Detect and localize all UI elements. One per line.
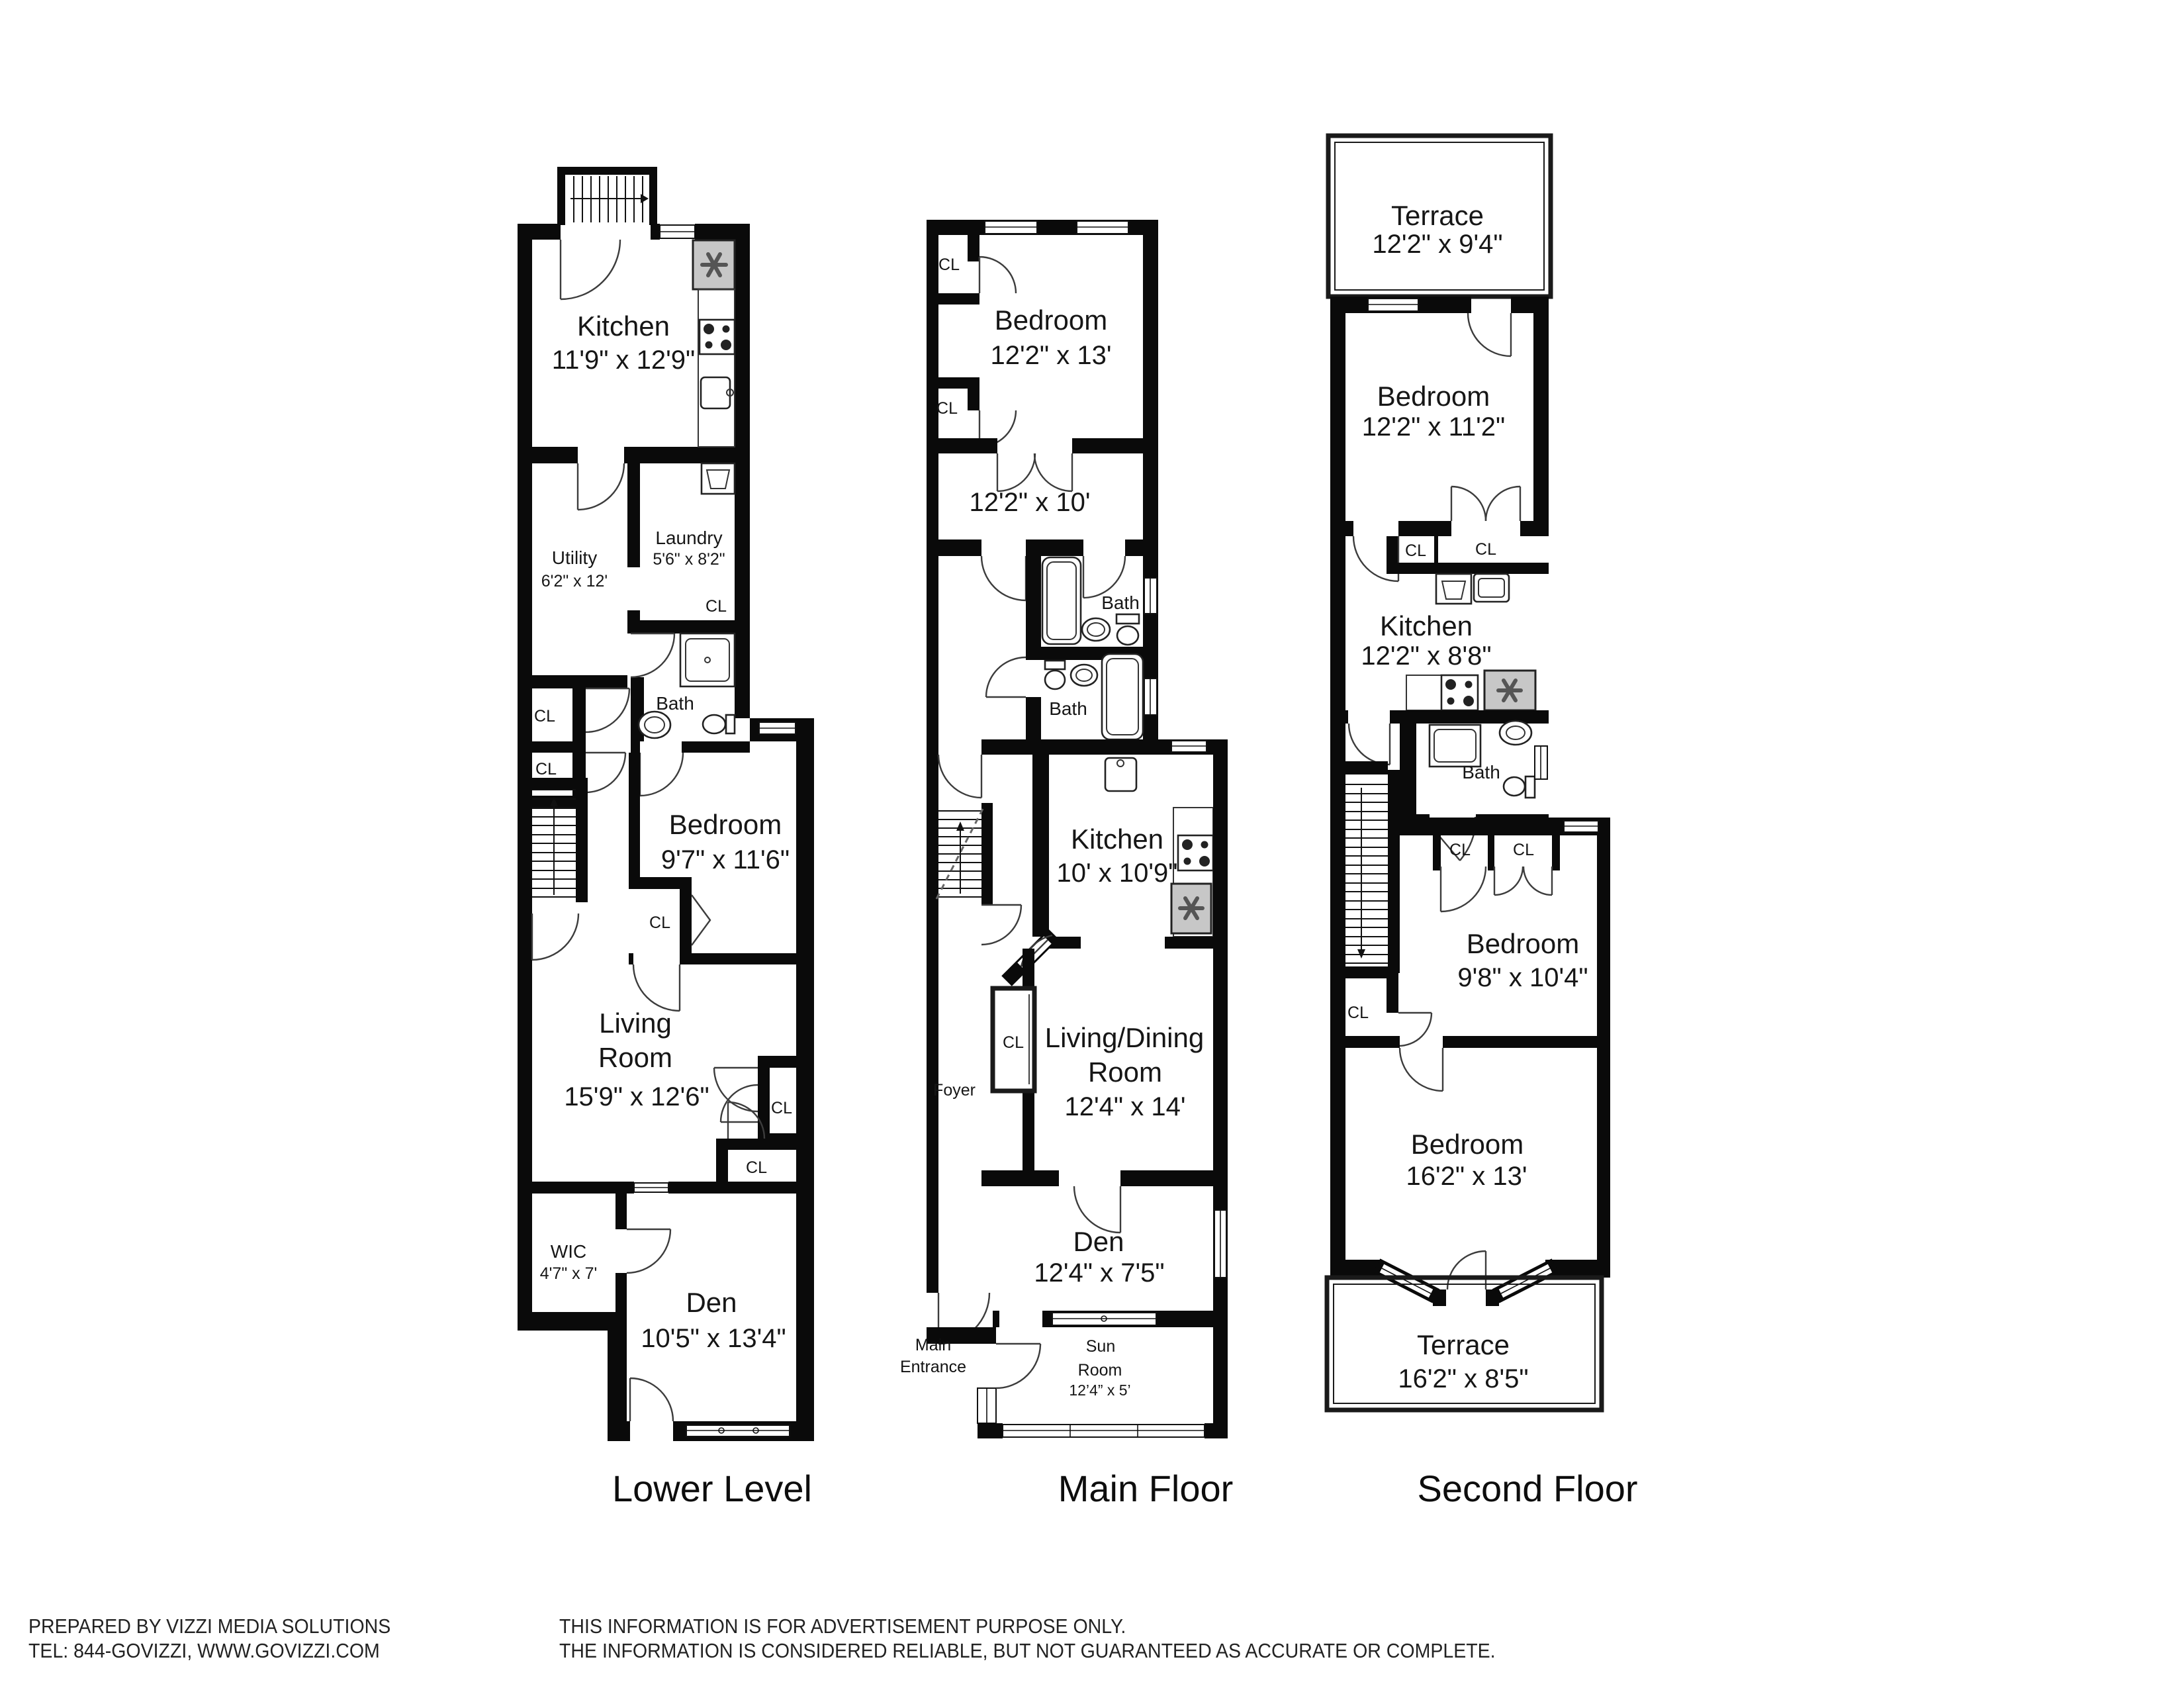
kitchen-sink-icon <box>1105 758 1136 791</box>
room-bath-upper: Bath <box>1101 592 1140 613</box>
fridge-icon <box>693 240 735 289</box>
closet-label: CL <box>1449 841 1471 859</box>
closet-label: CL <box>1003 1033 1024 1052</box>
room-livingdining-dims: 12'4" x 14' <box>1064 1092 1186 1121</box>
room-bath-name: Bath <box>656 693 694 714</box>
closet-label: CL <box>746 1158 767 1177</box>
room-bedroomlarge-name: Bedroom <box>1410 1129 1524 1160</box>
room-living-dims: 15'9" x 12'6" <box>564 1082 709 1111</box>
room-wic-name: WIC <box>550 1241 587 1262</box>
shower-icon <box>1430 725 1480 767</box>
toilet-icon <box>703 715 735 733</box>
laundry-icon <box>702 463 735 494</box>
closet-label: CL <box>649 914 670 932</box>
bath-sink-icon <box>1071 665 1097 686</box>
room-sunroom-name2: Room <box>1077 1361 1122 1380</box>
stove-icon <box>700 320 735 354</box>
toilet-icon <box>1045 661 1065 689</box>
room-terracetop-dims: 12'2" x 9'4" <box>1372 230 1503 259</box>
room-living-name1: Living <box>599 1008 672 1039</box>
room-middle-dims: 12'2" x 10' <box>969 488 1091 517</box>
room-bedroomtop-name: Bedroom <box>1377 381 1490 412</box>
room-laundry-name: Laundry <box>655 528 723 548</box>
title-main-floor: Main Floor <box>1058 1468 1234 1509</box>
closet-label: CL <box>1475 540 1496 559</box>
room-bedroom-name: Bedroom <box>994 305 1108 336</box>
disclaimer-note: THIS INFORMATION IS FOR ADVERTISEMENT PURPOSE ONLY. THE INFORMATION IS CONSIDERED RELIABLE, BUT NOT GUARANTEED AS ACCURATE OR COMPLETE. <box>559 1615 1496 1662</box>
bath-sink-icon <box>1082 618 1110 641</box>
room-bedroom-dims: 12'2" x 13' <box>990 341 1112 370</box>
room-bedroom-name: Bedroom <box>668 809 782 840</box>
shower-icon <box>680 633 735 686</box>
closet-label: CL <box>771 1099 792 1117</box>
room-bedroomtop-dims: 12'2" x 11'2" <box>1361 412 1506 442</box>
kitchen-sink-icon <box>701 377 733 408</box>
room-bedroomlarge-dims: 16'2" x 13' <box>1406 1162 1527 1191</box>
closet-label: CL <box>938 256 960 274</box>
room-kitchen-name: Kitchen <box>576 310 670 342</box>
room-kitchen-name: Kitchen <box>1379 610 1473 641</box>
room-den-name: Den <box>686 1287 737 1318</box>
toilet-icon <box>1504 776 1535 798</box>
title-lower-level: Lower Level <box>612 1468 812 1509</box>
prepared-by-note: PREPARED BY VIZZI MEDIA SOLUTIONS TEL: 844-GOVIZZI, WWW.GOVIZZI.COM <box>28 1615 391 1662</box>
room-kitchen-dims: 10' x 10'9" <box>1056 859 1178 888</box>
room-terracebottom-dims: 16'2" x 8'5" <box>1398 1364 1529 1393</box>
fridge-icon <box>1484 671 1535 710</box>
room-utility-name: Utility <box>551 547 598 568</box>
floorplan-lower-level <box>510 159 827 1450</box>
room-bath-name: Bath <box>1462 762 1500 782</box>
room-wic-dims: 4'7" x 7' <box>539 1264 598 1283</box>
room-bedroommid-name: Bedroom <box>1466 928 1580 959</box>
floorplan-second-floor <box>1324 126 1615 1423</box>
room-bath-lower: Bath <box>1049 698 1087 719</box>
room-sunroom-dims: 12’4” x 5’ <box>1069 1382 1131 1399</box>
closet-label: CL <box>1405 541 1426 560</box>
room-kitchen-dims: 11'9" x 12'9" <box>551 346 696 375</box>
room-kitchen-name: Kitchen <box>1070 823 1164 855</box>
bath-sink-icon <box>639 712 670 738</box>
closet-label: CL <box>1513 841 1534 859</box>
room-living-name2: Room <box>598 1042 673 1073</box>
room-sunroom-name1: Sun <box>1085 1337 1116 1356</box>
closet-label: CL <box>534 707 555 726</box>
room-terracebottom-name: Terrace <box>1416 1329 1510 1360</box>
toilet-icon <box>1116 614 1139 645</box>
stairs-entry-icon <box>557 167 657 225</box>
room-den-dims: 10'5" x 13'4" <box>641 1324 786 1353</box>
room-den-dims: 12'4" x 7'5" <box>1034 1258 1165 1288</box>
fridge-icon <box>1171 884 1211 933</box>
title-second-floor: Second Floor <box>1417 1468 1638 1509</box>
closet-label: CL <box>705 597 727 616</box>
room-utility-dims: 6'2" x 12' <box>541 572 608 590</box>
room-terracetop-name: Terrace <box>1390 200 1484 231</box>
stove-icon <box>1178 835 1213 870</box>
bath-sink-icon <box>1500 721 1531 745</box>
floorplan-main-floor <box>917 212 1234 1450</box>
closet-label: CL <box>936 399 958 418</box>
room-kitchen-dims: 12'2" x 8'8" <box>1361 641 1492 671</box>
bathtub-icon <box>1102 654 1143 739</box>
room-bedroom-dims: 9'7" x 11'6" <box>660 845 790 874</box>
room-bedroommid-dims: 9'8" x 10'4" <box>1457 963 1588 992</box>
kitchen-sink-icon <box>1474 574 1509 602</box>
bathtub-icon <box>1042 557 1081 644</box>
laundry-icon <box>1436 574 1471 604</box>
closet-label: CL <box>1347 1004 1369 1022</box>
room-livingdining-name2: Room <box>1087 1056 1163 1088</box>
main-entrance-label: Main Entrance <box>899 1336 967 1376</box>
room-livingdining-name1: Living/Dining <box>1044 1022 1205 1053</box>
room-den-name: Den <box>1073 1226 1124 1257</box>
stairs-icon <box>936 803 993 905</box>
room-foyer-name: Foyer <box>933 1081 976 1100</box>
room-laundry-dims: 5'6" x 8'2" <box>653 550 725 569</box>
stove-icon <box>1441 675 1478 710</box>
closet-label: CL <box>535 760 557 778</box>
